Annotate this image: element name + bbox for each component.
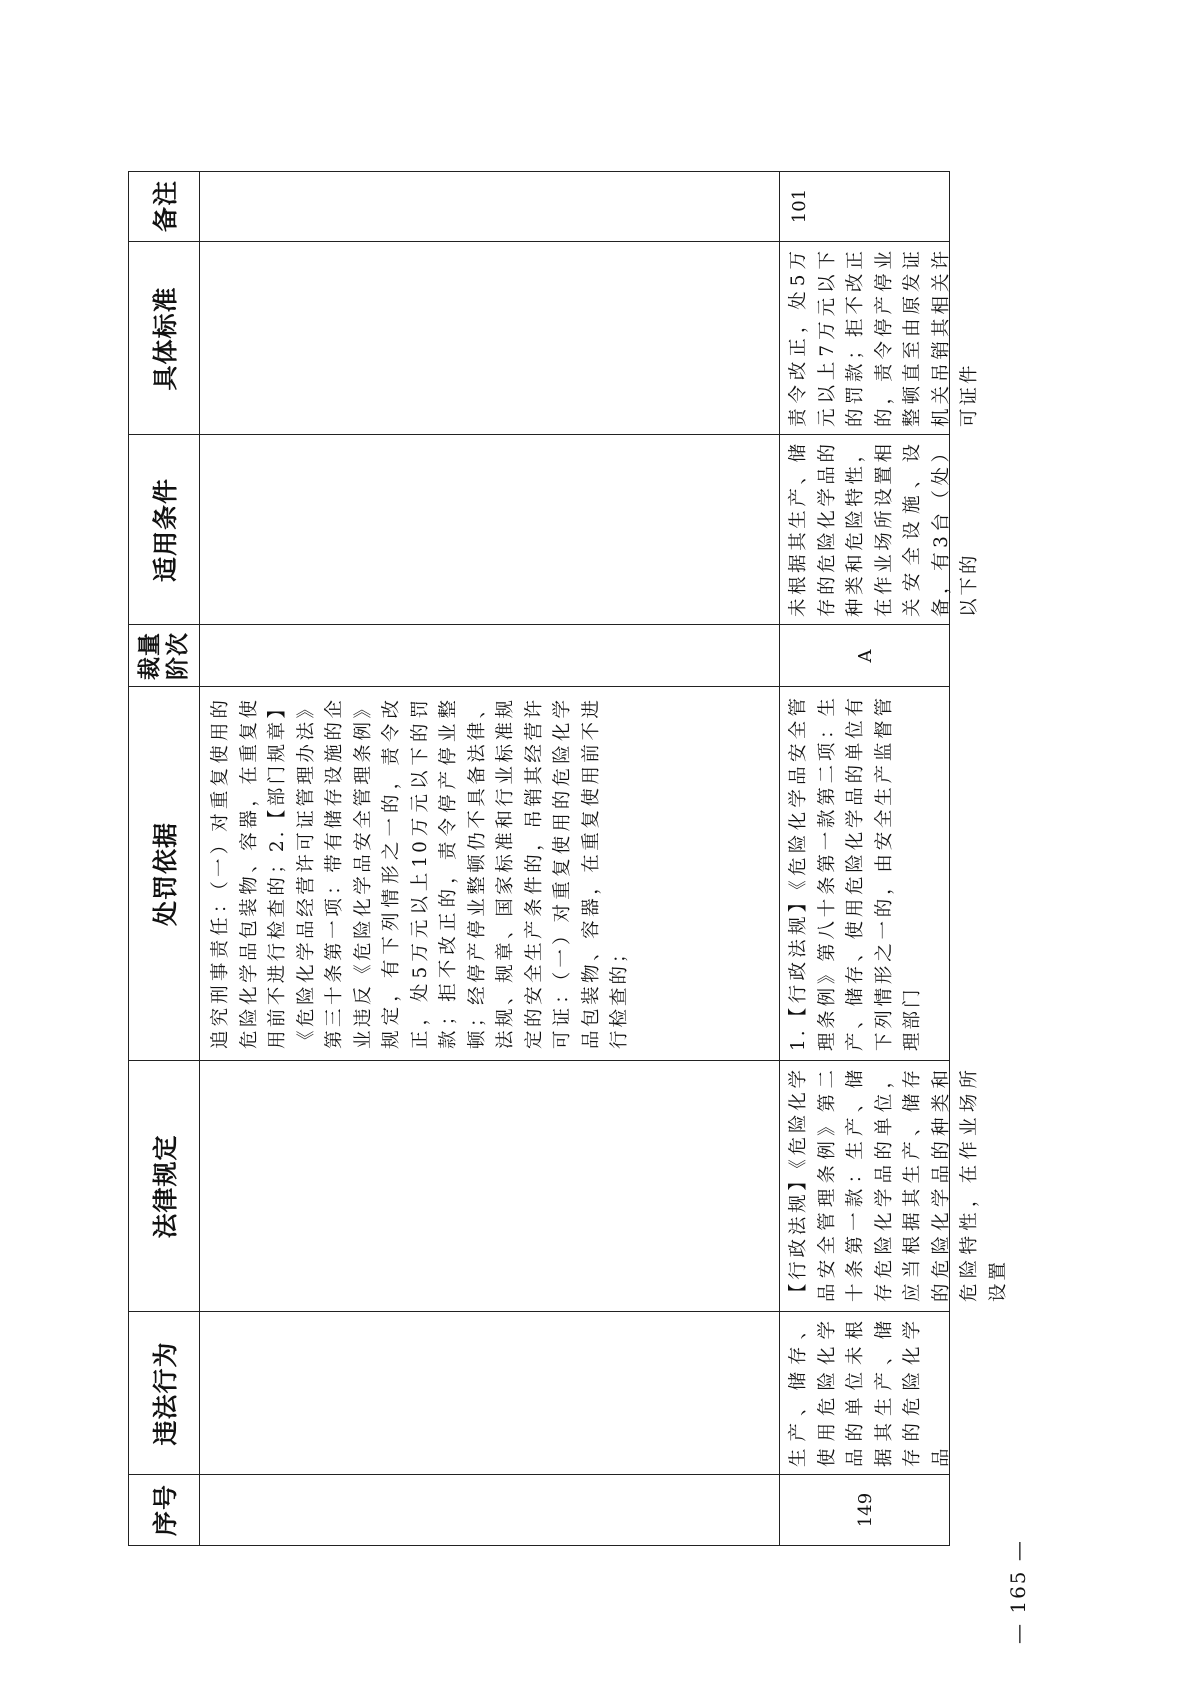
- cell-basis: 1.【行政法规】《危险化学品安全管理条例》第八十条第一款第二项：生产、储存、使用危险化学品的单位有下列情形之一的，由安全生产监督管理部门: [788, 695, 923, 1051]
- cell-seq: 149: [854, 1492, 876, 1528]
- cell-law: 【行政法规】《危险化学品安全管理条例》第二十条第一款：生产、储存危险化学品的单位，应当根据其生产、储存的危险化学品的种类和危险特性，在作业场所设置: [788, 1067, 1009, 1302]
- header-note: 备注: [151, 180, 180, 233]
- header-level-line2: 阶次: [165, 632, 191, 680]
- basis-prev-text: 追究刑事责任：（一）对重复使用的危险化学品包装物、容器，在重复使用前不进行检查的；2.【部门规章】《危险化学品经营许可证管理办法》第三十条第一项：带有储存设施的企业违反《危险化学品安全管理条例》规定，有下列情形之一的，责令改正，处5万元以上10万元以下的罚款；拒不改正的，责令停产停业整顿；经停产停业整顿仍不具备法律、法规、规章、国家标准和行业标准规定的安全生产条件的，吊销其经营许可证：（一）对重复使用的危险化学品包装物、容器，在重复使用前不进行检查的；: [210, 697, 630, 1049]
- cell-basis-wrap: [779, 687, 951, 1061]
- cell-law-wrap: [779, 1061, 1009, 1312]
- header-std: 具体标准: [151, 286, 180, 391]
- cell-cond: 未根据其生产、储存的危险化学品的种类和危险特性，在作业场所设置相关安全设施、设备，有3台（处）以下的: [788, 441, 980, 617]
- header-act: 违法行为: [151, 1341, 180, 1446]
- header-level: [129, 625, 199, 687]
- cell-act: 生产、储存、使用危险化学品的单位未根据其生产、储存的危险化学品: [788, 1318, 952, 1467]
- cell-cond-wrap: [779, 435, 980, 625]
- cell-std-wrap: [779, 242, 980, 435]
- basis-prev-wrap: [199, 687, 779, 1061]
- header-law: 法律规定: [151, 1134, 180, 1239]
- cell-act-wrap: [779, 1312, 951, 1475]
- cell-note: 101: [789, 188, 810, 224]
- cell-level: A: [854, 649, 876, 663]
- header-cond: 适用条件: [151, 478, 180, 583]
- cell-std: 责令改正，处5万元以上7万元以下的罚款；拒不改正的，责令停产停业整顿直至由原发证机关吊销其相关许可证件: [788, 248, 980, 427]
- header-basis: 处罚依据: [151, 822, 180, 927]
- header-seq: 序号: [151, 1484, 180, 1537]
- page-number: — 165 —: [1006, 1539, 1030, 1644]
- header-level-line1: 裁量: [137, 632, 163, 680]
- table-frame: [128, 171, 1009, 1546]
